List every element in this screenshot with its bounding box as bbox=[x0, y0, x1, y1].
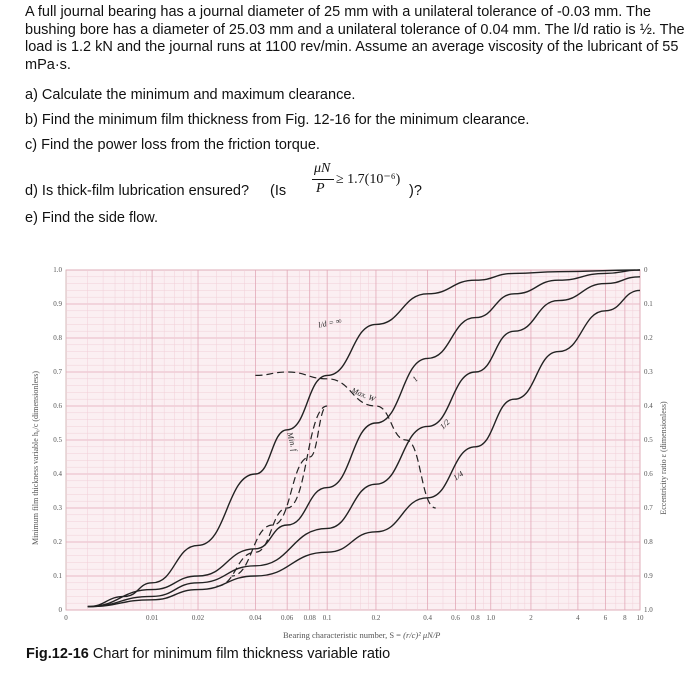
x-tick-label: 0.01 bbox=[145, 614, 159, 622]
y-tick-label: 1.0 bbox=[53, 266, 62, 274]
question-e: e) Find the side flow. bbox=[25, 210, 158, 226]
y-tick-label: 0 bbox=[58, 606, 62, 614]
y-tick-label: 0.9 bbox=[53, 300, 62, 308]
figure-label: Fig.12-16 bbox=[26, 646, 89, 662]
x-axis-title bbox=[283, 630, 440, 640]
x-tick-label: 0.8 bbox=[471, 614, 480, 622]
y2-tick-label: 0.4 bbox=[644, 402, 653, 410]
fraction-bar bbox=[312, 179, 334, 180]
y-tick-label: 0.8 bbox=[53, 334, 62, 342]
x-tick-label: 0.02 bbox=[191, 614, 205, 622]
curve-label: 1/2 bbox=[438, 417, 452, 432]
curve-label: 1 bbox=[410, 374, 420, 384]
y2-tick-label: 1.0 bbox=[644, 606, 653, 614]
curve-label: 1/4 bbox=[451, 469, 466, 483]
question-a: a) Calculate the minimum and maximum clearance. bbox=[25, 87, 356, 103]
x-tick-label: 4 bbox=[576, 614, 580, 622]
y-tick-label: 0.1 bbox=[53, 572, 62, 580]
problem-intro: A full journal bearing has a journal diameter of 25 mm with a unilateral tolerance of -0.03 mm. The bushing bore has a diameter of 25.03 mm and a unilateral tolerance of 0.04 mm. The l/d ratio is ½. The load is 1.2 kN and the journal runs at 1100 rev/min. Assume an average viscosity of the lubricant of 55 mPa·s. bbox=[25, 4, 685, 73]
y2-tick-label: 0.8 bbox=[644, 538, 653, 546]
x-tick-label: 2 bbox=[529, 614, 533, 622]
question-d-close: )? bbox=[409, 183, 422, 199]
x-tick-label: 10 bbox=[636, 614, 644, 622]
x-tick-label: 0.06 bbox=[281, 614, 294, 622]
curve-label: Min. f bbox=[285, 431, 299, 453]
x-axis-title-formula: (r/c)² μN/P bbox=[403, 630, 441, 640]
y-tick-label: 0.4 bbox=[53, 470, 62, 478]
criterion-numerator: μN bbox=[314, 161, 331, 176]
y2-axis-title: Eccentricity ratio ε (dimensionless) bbox=[659, 401, 668, 515]
y-tick-label: 0.3 bbox=[53, 504, 62, 512]
curve-label: l/d = ∞ bbox=[317, 316, 343, 330]
x-tick-label: 0.2 bbox=[371, 614, 381, 622]
x-tick-label: 0.08 bbox=[303, 614, 316, 622]
y2-tick-label: 0.7 bbox=[644, 504, 653, 512]
question-b: b) Find the minimum film thickness from Fig. 12-16 for the minimum clearance. bbox=[25, 112, 530, 128]
curve-label: Max. W bbox=[350, 385, 377, 404]
x-tick-label: 0.04 bbox=[249, 614, 262, 622]
x-tick-label: 0.1 bbox=[322, 614, 332, 622]
y-axis-title: Minimum film thickness variable h₀/c (dimensionless) bbox=[31, 370, 40, 546]
problem-statement bbox=[25, 4, 685, 80]
y-tick-label: 0.5 bbox=[53, 436, 62, 444]
y-tick-label: 0.7 bbox=[53, 368, 62, 376]
x-tick-label: 1.0 bbox=[486, 614, 496, 622]
question-c: c) Find the power loss from the friction torque. bbox=[25, 137, 320, 153]
y2-tick-label: 0.2 bbox=[644, 334, 653, 342]
film-thickness-chart bbox=[28, 258, 678, 646]
x-tick-label: 0.4 bbox=[423, 614, 432, 622]
criterion-denominator: P bbox=[316, 181, 325, 196]
x-tick-label: 0 bbox=[64, 614, 68, 622]
y2-tick-label: 0.3 bbox=[644, 368, 653, 376]
question-d-open: (Is bbox=[270, 183, 287, 199]
x-tick-label: 0.6 bbox=[451, 614, 460, 622]
y-tick-label: 0.6 bbox=[53, 402, 62, 410]
y2-tick-label: 0.1 bbox=[644, 300, 653, 308]
criterion-rhs: ≥ 1.7(10⁻⁶) bbox=[336, 172, 401, 187]
x-tick-label: 8 bbox=[623, 614, 627, 622]
figure-caption-text: Chart for minimum film thickness variable ratio bbox=[88, 646, 391, 662]
y2-tick-label: 0 bbox=[644, 266, 648, 274]
y2-tick-label: 0.9 bbox=[644, 572, 653, 580]
y-tick-label: 0.2 bbox=[53, 538, 62, 546]
question-d: d) Is thick-film lubrication ensured? bbox=[25, 183, 250, 199]
y2-tick-label: 0.5 bbox=[644, 436, 653, 444]
y2-tick-label: 0.6 bbox=[644, 470, 653, 478]
chart-grid bbox=[66, 270, 640, 610]
figure-caption bbox=[26, 646, 390, 662]
x-tick-label: 6 bbox=[603, 614, 608, 622]
x-axis-title-text: Bearing characteristic number, S = bbox=[283, 630, 404, 640]
